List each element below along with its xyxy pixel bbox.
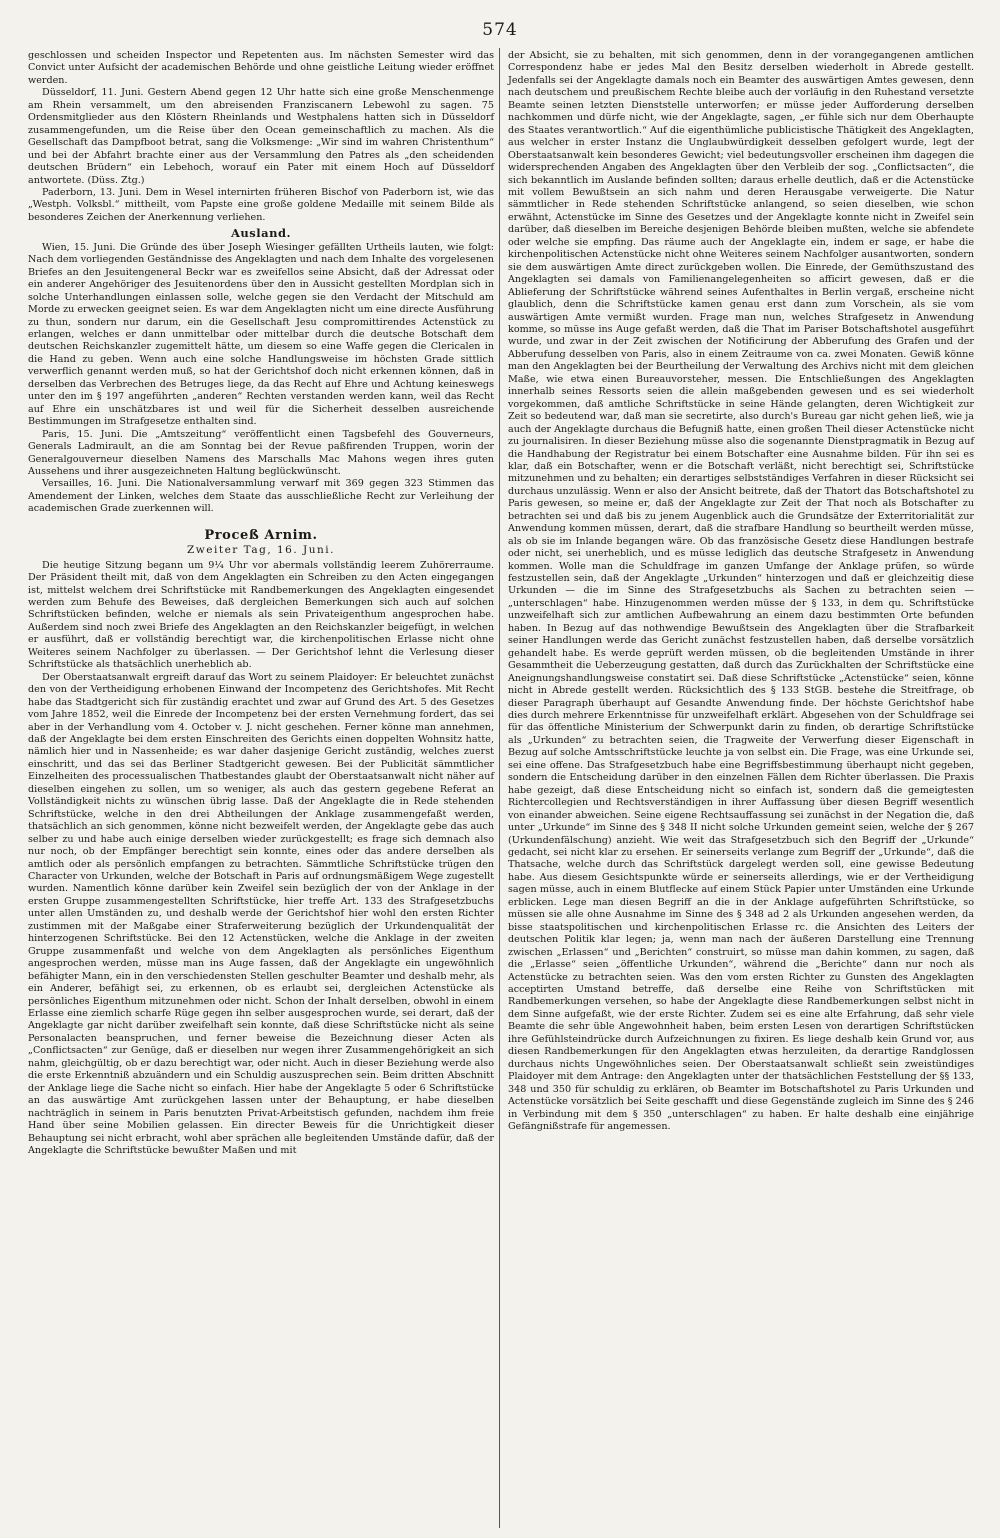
article-paragraph: geschlossen und scheiden Inspector und Repetenten aus. Im nächsten Semester wird das Convict unter Aufsicht der academischen Behörde und ohne geistliche Leitung wieder eröffnet werden. [28,50,494,86]
section-heading-process: Proceß Arnim. [204,527,318,543]
article-paragraph: der Absicht, sie zu behalten, mit sich genommen, denn in der vorangegangenen amtlichen Correspondenz habe er jedes Mal den Besitz derselben wiederholt in Abrede gestellt. Jedenfalls sei der Angeklagte damals noch ein Beamter des auswärtigen Amtes gewesen, denn nach deutschem und preußischem Rechte bleibe auch der vorläufig in den Ruhestand versetzte Beamte seinen letzten Dienststelle unterworfen; er müsse jeder Aufforderung derselben nachkommen und dürfe nicht, wie der Angeklagte, sagen, „er fühle sich nur dem Oberhaupte des Staates verantwortlich.“ Auf die eigenthümliche publicistische Thätigkeit des Angeklagten, aus welcher in erster Instanz die Unglaubwürdigkeit desselben gefolgert wurde, legt der Oberstaatsanwalt kein besonderes Gewicht; viel bedeutungsvoller erscheinen ihm dagegen die widersprechenden Angaben des Angeklagten über den Verbleib der sog. „Conflictsacten“, die sich bekanntlich im Auslande befinden sollten; daraus erhelle deutlich, daß er die Actenstücke mit vollem Bewußtsein an sich nahm und deren Herausgabe verweigerte. Die Natur sämmtlicher in Rede stehenden Schriftstücke anlangend, so seien dieselben, wie schon erwähnt, Actenstücke im Sinne des Gesetzes und der Angeklagte konnte nicht in Zweifel sein darüber, daß dieselben im Bereiche desjenigen Behörde bleiben mußten, welche sie abfendete oder welche sie empfing. Das räume auch der Angeklagte ein, indem er sage, er habe die kirchenpolitischen Actenstücke nicht ohne Weiteres seinem Nachfolger ausantworten, sondern sie dem auswärtigen Amte direct zurückgeben wollen. Die Einrede, der Gemüthszustand des Angeklagten sei damals von Familienangelegenheiten so afficirt gewesen, daß er die Ablieferung der Schriftstücke während seines Aufenthaltes in Berlin vergaß, erscheine nicht glaublich, denn die Schriftstücke kamen genau erst dann zum Vorschein, als sie vom auswärtigen Amte vermißt wurden. Frage man nun, welches Strafgesetz in Anwendung komme, so müsse ins Auge gefaßt werden, daß die That im Pariser Botschaftshotel ausgeführt wurde, und zwar in der Zeit zwischen der Notificirung der Abberufung des Grafen und der Abberufung desselben von Paris, also in einem Zeitraume von ca. zwei Monaten. Gewiß könne man den Angeklagten bei der Beurtheilung der Verwaltung des Archivs nicht mit dem gleichen Maße, wie etwa einen Bureauvorsteher, messen. Die Entschließungen des Angeklagten innerhalb seines Ressorts seien die allein maßgebenden gewesen und es sei wiederholt vorgekommen, daß amtliche Schriftstücke in seine Hände gelangten, deren Wichtigkeit zur Zeit so bedeutend war, daß man sie secretirte, also durch's Bureau gar nicht gehen ließ, wie ja auch der Angeklagte durchaus die Befugniß hatte, einen großen Theil dieser Actenstücke nicht zu journalisiren. In dieser Beziehung müsse also die sogenannte Dienstpragmatik in Bezug auf die Handhabung der Registratur bei einem Botschafter eine Ausnahme bilden. Für ihn sei es klar, daß ein Botschafter, wenn er die Botschaft verläßt, nicht berechtigt sei, Schriftstücke mitzunehmen und zu behalten; ein derartiges selbstständiges Verfahren in dieser Rücksicht sei durchaus unzulässig. Wenn er also der Ansicht beitrete, daß der Thatort das Botschaftshotel zu Paris gewesen, so meine er, daß der Angeklagte zur Zeit der That noch als Botschafter zu betrachten sei und daß bis zu jenem Augenblick auch die Grundsätze der Exterritorialität zur Anwendung kommen müssen, derart, daß die strafbare Handlung so beurtheilt werden müsse, als ob sie im Inlande begangen wäre. Ob das französische Gesetz diese Handlungen bestrafe oder nicht, sei unerheblich, und es müsse lediglich das deutsche Strafgesetz in Anwendung kommen. Wolle man die Schuldfrage im ganzen Umfange der Anklage prüfen, so würde festzustellen sein, daß der Angeklagte „Urkunden“ hinterzogen und daß er gleichzeitig diese Urkunden — die im Sinne des Strafgesetzbuchs als Sachen zu betrachten seien — „unterschlagen“ habe. Hinzugenommen werden müsse der § 133, in dem qu. Schriftstücke unzweifelhaft sich zur amtlichen Aufbewahrung an einem dazu bestimmten Orte befunden haben. In Bezug auf das nothwendige Bewußtsein des Angeklagten über die Strafbarkeit seiner Handlungen werde das Gericht zunächst festzustellen haben, daß derselbe vorsätzlich gehandelt habe. Es werde geprüft werden müssen, ob die begleitenden Umstände in ihrer Gesammtheit die Ueberzeugung gestatten, daß durch das Zurückhalten der Schriftstücke eine Aneignungshandlungsweise constatirt sei. Daß diese Schriftstücke „Actenstücke“ seien, könne nicht in Abrede gestellt werden. Rücksichtlich des § 133 StGB. bestehe die Streitfrage, ob dieser Paragraph überhaupt auf Gesandte Anwendung finde. Der höchste Gerichtshof habe dies durch mehrere Erkenntnisse für unzweifelhaft erklärt. Abgesehen von der Schuldfrage sei für das öffentliche Ministerium der Schwerpunkt darin zu finden, ob derartige Schriftstücke als „Urkunden“ zu betrachten seien, die Tragweite der Verwerfung dieser Eigenschaft in Bezug auf solche Amtsschriftstücke leuchte ja von selbst ein. Die Frage, was eine Urkunde sei, sei eine offene. Das Strafgesetzbuch habe eine Begriffsbestimmung überhaupt nicht gegeben, sondern die Entscheidung darüber in den einzelnen Fällen dem Richter überlassen. Die Praxis habe gezeigt, daß diese Entscheidung nicht so einfach ist, sondern daß die gemeigtesten Richtercollegien und Rechtsverständigen in ihrer Auffassung über diesen Begriff wesentlich von einander abweichen. Seine eigene Rechtsauffassung sei zunächst in der Negation die, daß unter „Urkunde“ im Sinne des § 348 II nicht solche Urkunden gemeint seien, welche der § 267 (Urkundenfälschung) anzieht. Wie weit das Strafgesetzbuch sich den Begriff der „Urkunde“ gedacht, sei nicht klar zu ersehen. Er seinerseits verlange zum Begriff der „Urkunde“, daß die Thatsache, welche durch das Schriftstück dargelegt werden soll, eine gewisse Bedeutung habe. Aus diesem Gesichtspunkte würde er seinerseits allerdings, wie er der Vertheidigung sagen müsse, auch in einem Blutflecke auf einem Stück Papier unter Umständen eine Urkunde erblicken. Lege man diesen Begriff an die in der Anklage aufgeführten Schriftstücke, so müssen sie alle ohne Ausnahme im Sinne des § 348 ad 2 als Urkunden angesehen werden, da bisse staatspolitischen und kirchenpolitischen Erlasse rc. die Ansichten des Leiters der deutschen Politik klar legen; ja, wenn man nach der äußeren Darstellung eine Trennung zwischen „Erlassen“ und „Berichten“ construirt, so müsse man dahin kommen, zu sagen, daß die „Erlasse“ seien „öffentliche Urkunden“, während die „Berichte“ dann nur noch als Actenstücke zu betrachten seien. Was den vom ersten Richter zu Gunsten des Angeklagten acceptirten Umstand betreffe, daß derselbe eine Reihe von Schriftstücken mit Randbemerkungen versehen, so habe der Angeklagte diese Randbemerkungen selbst nicht in dem Sinne aufgefaßt, wie der erste Richter. Zudem sei es eine alte Erfahrung, daß sehr viele Beamte die sehr üble Angewohnheit haben, beim ersten Lesen von derartigen Schriftstücken ihre Gefühlsteindrücke durch Aufzeichnungen zu fixiren. Es liege deshalb kein Grund vor, aus diesen Randbemerkungen für den Angeklagten etwas herzuleiten, da derartige Randglossen durchaus nichts Ungewöhnliches seien. Der Oberstaatsanwalt schließt sein zweistündiges Plaidoyer mit dem Antrage: den Angeklagten unter der thatsächlichen Feststellung der §§ 133, 348 und 350 für schuldig zu erklären, ob Beamter im Botschaftshotel zu Paris Urkunden und Actenstücke vorsätzlich bei Seite geschafft und diese Gegenstände zugleich im Sinne des § 246 in Verbindung mit dem § 350 „unterschlagen“ zu haben. Er halte deshalb eine einjährige Gefängnißstrafe für angemessen. [508,50,974,1132]
article-paragraph: Versailles, 16. Juni. Die Nationalversammlung verwarf mit 369 gegen 323 Stimmen das Amendement der Linken, welches dem Staate das ausschließliche Recht zur Verleihung der academischen Grade zuerkennen will. [28,478,494,515]
left-column [28,50,494,1157]
section-heading-ausland: Ausland. [231,226,291,241]
section-subheading-date: Zweiter Tag, 16. Juni. [187,544,335,557]
article-paragraph: Düsseldorf, 11. Juni. Gestern Abend gegen 12 Uhr hatte sich eine große Menschenmenge am Rhein versammelt, um den abreisenden Franziscanern Lebewohl zu sagen. 75 Ordensmitglieder aus den Klöstern Rheinlands und Westphalens hatten sich in Düsseldorf zusammengefunden, um die Reise über den Ocean gemeinschaftlich zu machen. Als die Gesellschaft das Dampfboot betrat, sang die Volksmenge: „Wir sind im wahren Christenthum“ und bei der Abfahrt brachte einer aus der Versammlung den Patres als „den scheidenden deutschen Brüdern“ ein Lebehoch, worauf ein Pater mit einem Hoch auf Düsseldorf antwortete. (Düss. Ztg.) [28,87,494,186]
article-paragraph: Paderborn, 13. Juni. Dem in Wesel internirten früheren Bischof von Paderborn ist, wie das „Westph. Volksbl.“ mittheilt, vom Papste eine große goldene Medaille mit seinem Bilde als besonderes Zeichen der Anerkennung verliehen. [28,186,494,223]
page-number: 574 [482,20,518,40]
article-paragraph: Der Oberstaatsanwalt ergreift darauf das Wort zu seinem Plaidoyer: Er beleuchtet zunächst den von der Vertheidigung erhobenen Einwand der Incompetenz des Gerichtshofes. Mit Recht habe das Stadtgericht sich für zuständig erachtet und zwar auf Grund des Art. 5 des Gesetzes vom Jahre 1852, weil die Einrede der Incompetenz bei der ersten Vernehmung fordert, das sei aber in der Verhandlung vom 4. October v. J. nicht geschehen. Ferner könne man annehmen, daß der Angeklagte bei dem ersten Einschreiten des Gerichts einen doppelten Wohnsitz hatte, nämlich hier und in Nassenheide; es war daher dasjenige Gericht zuständig, welches zuerst einschritt, und das sei das Berliner Stadtgericht gewesen. Bei der Publicität sämmtlicher Einzelheiten des processualischen Thatbestandes glaubt der Oberstaatsanwalt nicht näher auf dieselben eingehen zu sollen, um so weniger, als auch das gestern gegebene Referat an Vollständigkeit nichts zu wünschen übrig lasse. Daß der Angeklagte die in Rede stehenden Schriftstücke, welche in den drei Abtheilungen der Anklage zusammengefaßt werden, thatsächlich an sich genommen, könne nicht bezweifelt werden, der Angeklagte gebe das auch selber zu und habe auch einige derselben wieder zurückgestellt; es frage sich demnach also nur noch, ob der Empfänger berechtigt sein konnte, eines oder das andere derselben als amtlich oder als persönlich empfangen zu betrachten. Sämmtliche Schriftstücke trügen den Character von Urkunden, welche der Botschaft in Paris auf ordnungsmäßigem Wege zugestellt wurden. Namentlich könne darüber kein Zweifel sein bezüglich der von der Anklage in der ersten Gruppe zusammengestellten Schriftstücke, hier treffe Art. 133 des Strafgesetzbuchs unter allen Umständen zu, und deshalb werde der Gerichtshof hier wohl den ersten Richter zustimmen mit der Maßgabe einer Straferweiterung bezüglich der Urkundenqualität der hinterzogenen Schriftstücke. Bei den 12 Actenstücken, welche die Anklage in der zweiten Gruppe zusammenfaßt und welche von dem Angeklagten als persönliches Eigenthum angesprochen werden, müsse man ins Auge fassen, daß der Angeklagte ein ungewöhnlich befähigter Mann, ein in den verschiedensten Stellen geschulter Beamter und deshalb mehr, als ein Anderer, befähigt sei, zu erkennen, ob es erlaubt sei, dergleichen Actenstücke als persönliches Eigenthum mitzunehmen oder nicht. Schon der Inhalt derselben, obwohl in einem Erlasse eine ziemlich scharfe Rüge gegen ihn selber ausgesprochen wurde, sei derart, daß der Angeklagte gar nicht darüber zweifelhaft sein konnte, daß diese Schriftstücke nicht als seine Personalacten beanspruchen, und ferner beweise die Bezeichnung dieser Acten als „Conflictsacten“ zur Genüge, daß er dieselben nur wegen ihrer Zusammengehörigkeit an sich nahm, gleichgültig, ob er dazu berechtigt war, oder nicht. Auch in dieser Beziehung werde also die erste Erkenntniß abzuändern und ein Schuldig auszusprechen sein. Beim dritten Abschnitt der Anklage liege die Sache nicht so einfach. Hier habe der Angeklagte 5 oder 6 Schriftstücke an das auswärtige Amt zurückgehen lassen unter der Behauptung, er habe dieselben nachträglich in seinem in Paris benutzten Privat-Arbeitstisch gefunden, nachdem ihm freie Hand über seine Mobilien gelassen. Ein directer Beweis für die Unrichtigkeit dieser Behauptung sei nicht erbracht, wohl aber sprächen alle begleitenden Umstände dafür, daß der Angeklagte die Schriftstücke bewußter Maßen und mit [28,671,494,1156]
article-paragraph: Die heutige Sitzung begann um 9¼ Uhr vor abermals vollständig leerem Zuhörerraume. Der Präsident theilt mit, daß von dem Angeklagten ein Schreiben zu den Acten eingegangen ist, mittelst welchem drei Schriftstücke mit Randbemerkungen des Angeklagten eingesendet werden zum Behufe des Beweises, daß dergleichen Bemerkungen sich auch auf solchen Schriftstücken befinden, welche er niemals als sein Privateigenthum angesprochen habe. Außerdem sind noch zwei Briefe des Angeklagten an den Reichskanzler beigefügt, in welchen er ausführt, daß er vollständig berechtigt war, die kirchenpolitischen Erlasse nicht ohne Weiteres seinem Nachfolger zu überlassen. — Der Gerichtshof lehnt die Verlesung dieser Schriftstücke als thatsächlich unerheblich ab. [28,559,494,671]
column-divider [499,48,500,1528]
article-paragraph: Paris, 15. Juni. Die „Amtszeitung“ veröffentlicht einen Tagsbefehl des Gouverneurs, Generals Ladmirault, an die am Sonntag bei der Revue paßfirenden Truppen, worin der Generalgouverneur dieselben Namens des Marschalls Mac Mahons wegen ihres guten Aussehens und ihrer ausgezeichneten Haltung beglückwünscht. [28,428,494,477]
right-column [508,50,974,1133]
article-paragraph: Wien, 15. Juni. Die Gründe des über Joseph Wiesinger gefällten Urtheils lauten, wie folgt: Nach dem vorliegenden Geständnisse des Angeklagten und nach dem Inhalte des vorgelesenen Briefes an den Jesuitengeneral Beckr war es zweifellos seine Absicht, daß der Adressat oder ein anderer Angehöriger des Jesuitenordens über den in Aussicht gestellten Mordplan sich in solche Unterhandlungen einlassen solle, welche gegen sie den Verdacht der Mitschuld am Morde zu erwecken geeignet seien. Es war dem Angeklagten nicht um eine directe Ausführung zu thun, sondern nur darum, ein die Gesellschaft Jesu compromittirendes Actenstück zu erlangen, welches er dann unmittelbar oder mittelbar durch die deutsche Botschaft dem deutschen Reichskanzler zugemittelt hätte, um diesem so eine Waffe gegen die Clericalen in die Hand zu geben. Wenn auch eine solche Handlungsweise im höchsten Grade sittlich verwerflich genannt werden muß, so hat der Gerichtshof doch nicht erkennen können, daß in derselben das Verbrechen des Betruges liege, da das Recht auf Ehre und Achtung keineswegs unter den im § 197 angeführten „anderen“ Rechten verstanden werden kann, weil das Recht auf Ehre ein unschätzbares ist und weil für die Sicherheit desselben ausreichende Bestimmungen im Strafgesetze enthalten sind. [28,241,494,428]
